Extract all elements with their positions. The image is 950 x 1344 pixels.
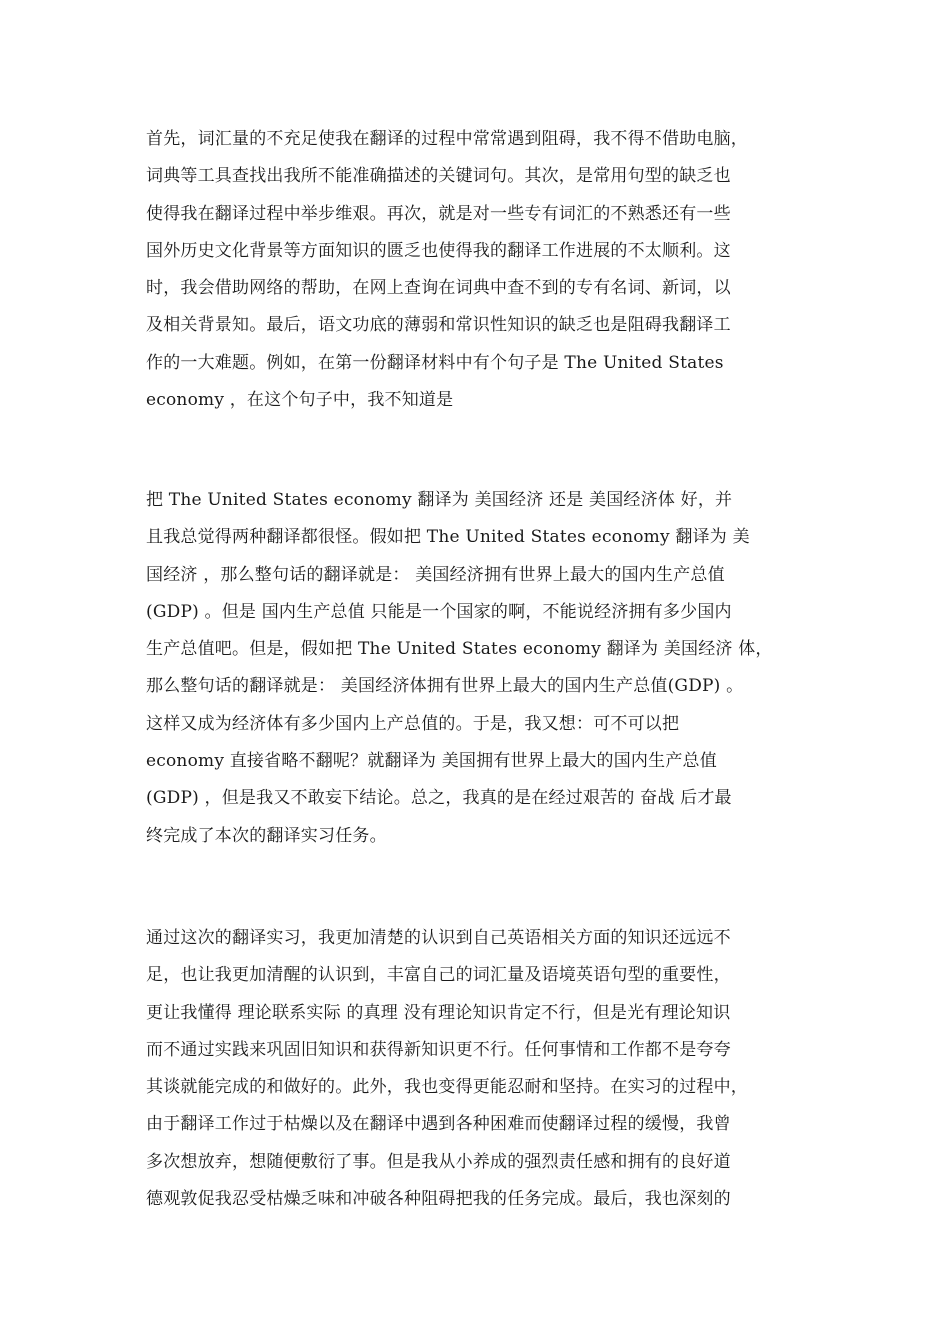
paragraph-line: economy 直接省略不翻呢？就翻译为 美国拥有世界上最大的国内生产总值	[146, 751, 717, 772]
paragraph-line: 终完成了本次的翻译实习任务。	[146, 825, 387, 846]
paragraph-2	[146, 482, 826, 855]
paragraph-line: 多次想放弃，想随便敷衍了事。但是我从小养成的强烈责任感和拥有的良好道	[146, 1151, 731, 1172]
paragraph-line: 使得我在翻译过程中举步维艰。再次，就是对一些专有词汇的不熟悉还有一些	[146, 203, 731, 224]
paragraph-line: 时，我会借助网络的帮助，在网上查询在词典中查不到的专有名词、新词，以	[146, 278, 731, 299]
paragraph-3	[146, 920, 826, 1218]
paragraph-line: 词典等工具查找出我所不能准确描述的关键词句。其次，是常用句型的缺乏也	[146, 166, 731, 187]
paragraph-line: 及相关背景知。最后，语文功底的薄弱和常识性知识的缺乏也是阻碍我翻译工	[146, 315, 731, 336]
paragraph-line: 更让我懂得 理论联系实际 的真理 没有理论知识肯定不行，但是光有理论知识	[146, 1002, 731, 1023]
paragraph-line: economy ，在这个句子中，我不知道是	[146, 390, 454, 411]
paragraph-line: 作的一大难题。例如，在第一份翻译材料中有个句子是 The United States	[146, 352, 724, 373]
paragraph-line: 足，也让我更加清醒的认识到，丰富自己的词汇量及语境英语句型的重要性，	[146, 965, 731, 986]
paragraph-line: 国经济 ，那么整句话的翻译就是： 美国经济拥有世界上最大的国内生产总值	[146, 564, 725, 585]
paragraph-line: 那么整句话的翻译就是： 美国经济体拥有世界上最大的国内生产总值(GDP) 。	[146, 676, 744, 697]
paragraph-line: 且我总觉得两种翻译都很怪。假如把 The United States economy 翻译为 美	[146, 527, 750, 548]
paragraph-line: (GDP) ，但是我又不敢妄下结论。总之，我真的是在经过艰苦的 奋战 后才最	[146, 788, 732, 809]
paragraph-line: (GDP) 。但是 国内生产总值 只能是一个国家的啊，不能说经济拥有多少国内	[146, 601, 732, 622]
paragraph-line: 把 The United States economy 翻译为 美国经济 还是 美国经济体 好，并	[146, 490, 733, 510]
paragraph-line: 德观敦促我忍受枯燥乏味和冲破各种阻碍把我的任务完成。最后，我也深刻的	[146, 1189, 731, 1210]
paragraph-line: 这样又成为经济体有多少国内上产总值的。于是，我又想：可不可以把	[146, 713, 680, 734]
paragraph-line: 首先，词汇量的不充足使我在翻译的过程中常常遇到阻碍，我不得不借助电脑，	[146, 129, 748, 149]
paragraph-line: 生产总值吧。但是，假如把 The United States economy 翻译为 美国经济 体，	[146, 639, 773, 660]
paragraph-line: 国外历史文化背景等方面知识的匮乏也使得我的翻译工作进展的不太顺利。这	[146, 240, 731, 261]
paragraph-line: 其谈就能完成的和做好的。此外，我也变得更能忍耐和坚持。在实习的过程中，	[146, 1077, 748, 1098]
paragraph-1	[146, 121, 826, 419]
paragraph-line: 通过这次的翻译实习，我更加清楚的认识到自己英语相关方面的知识还远远不	[146, 928, 731, 948]
paragraph-line: 由于翻译工作过于枯燥以及在翻译中遇到各种困难而使翻译过程的缓慢，我曾	[146, 1114, 731, 1135]
paragraph-line: 而不通过实践来巩固旧知识和获得新知识更不行。任何事情和工作都不是夸夸	[146, 1039, 731, 1060]
